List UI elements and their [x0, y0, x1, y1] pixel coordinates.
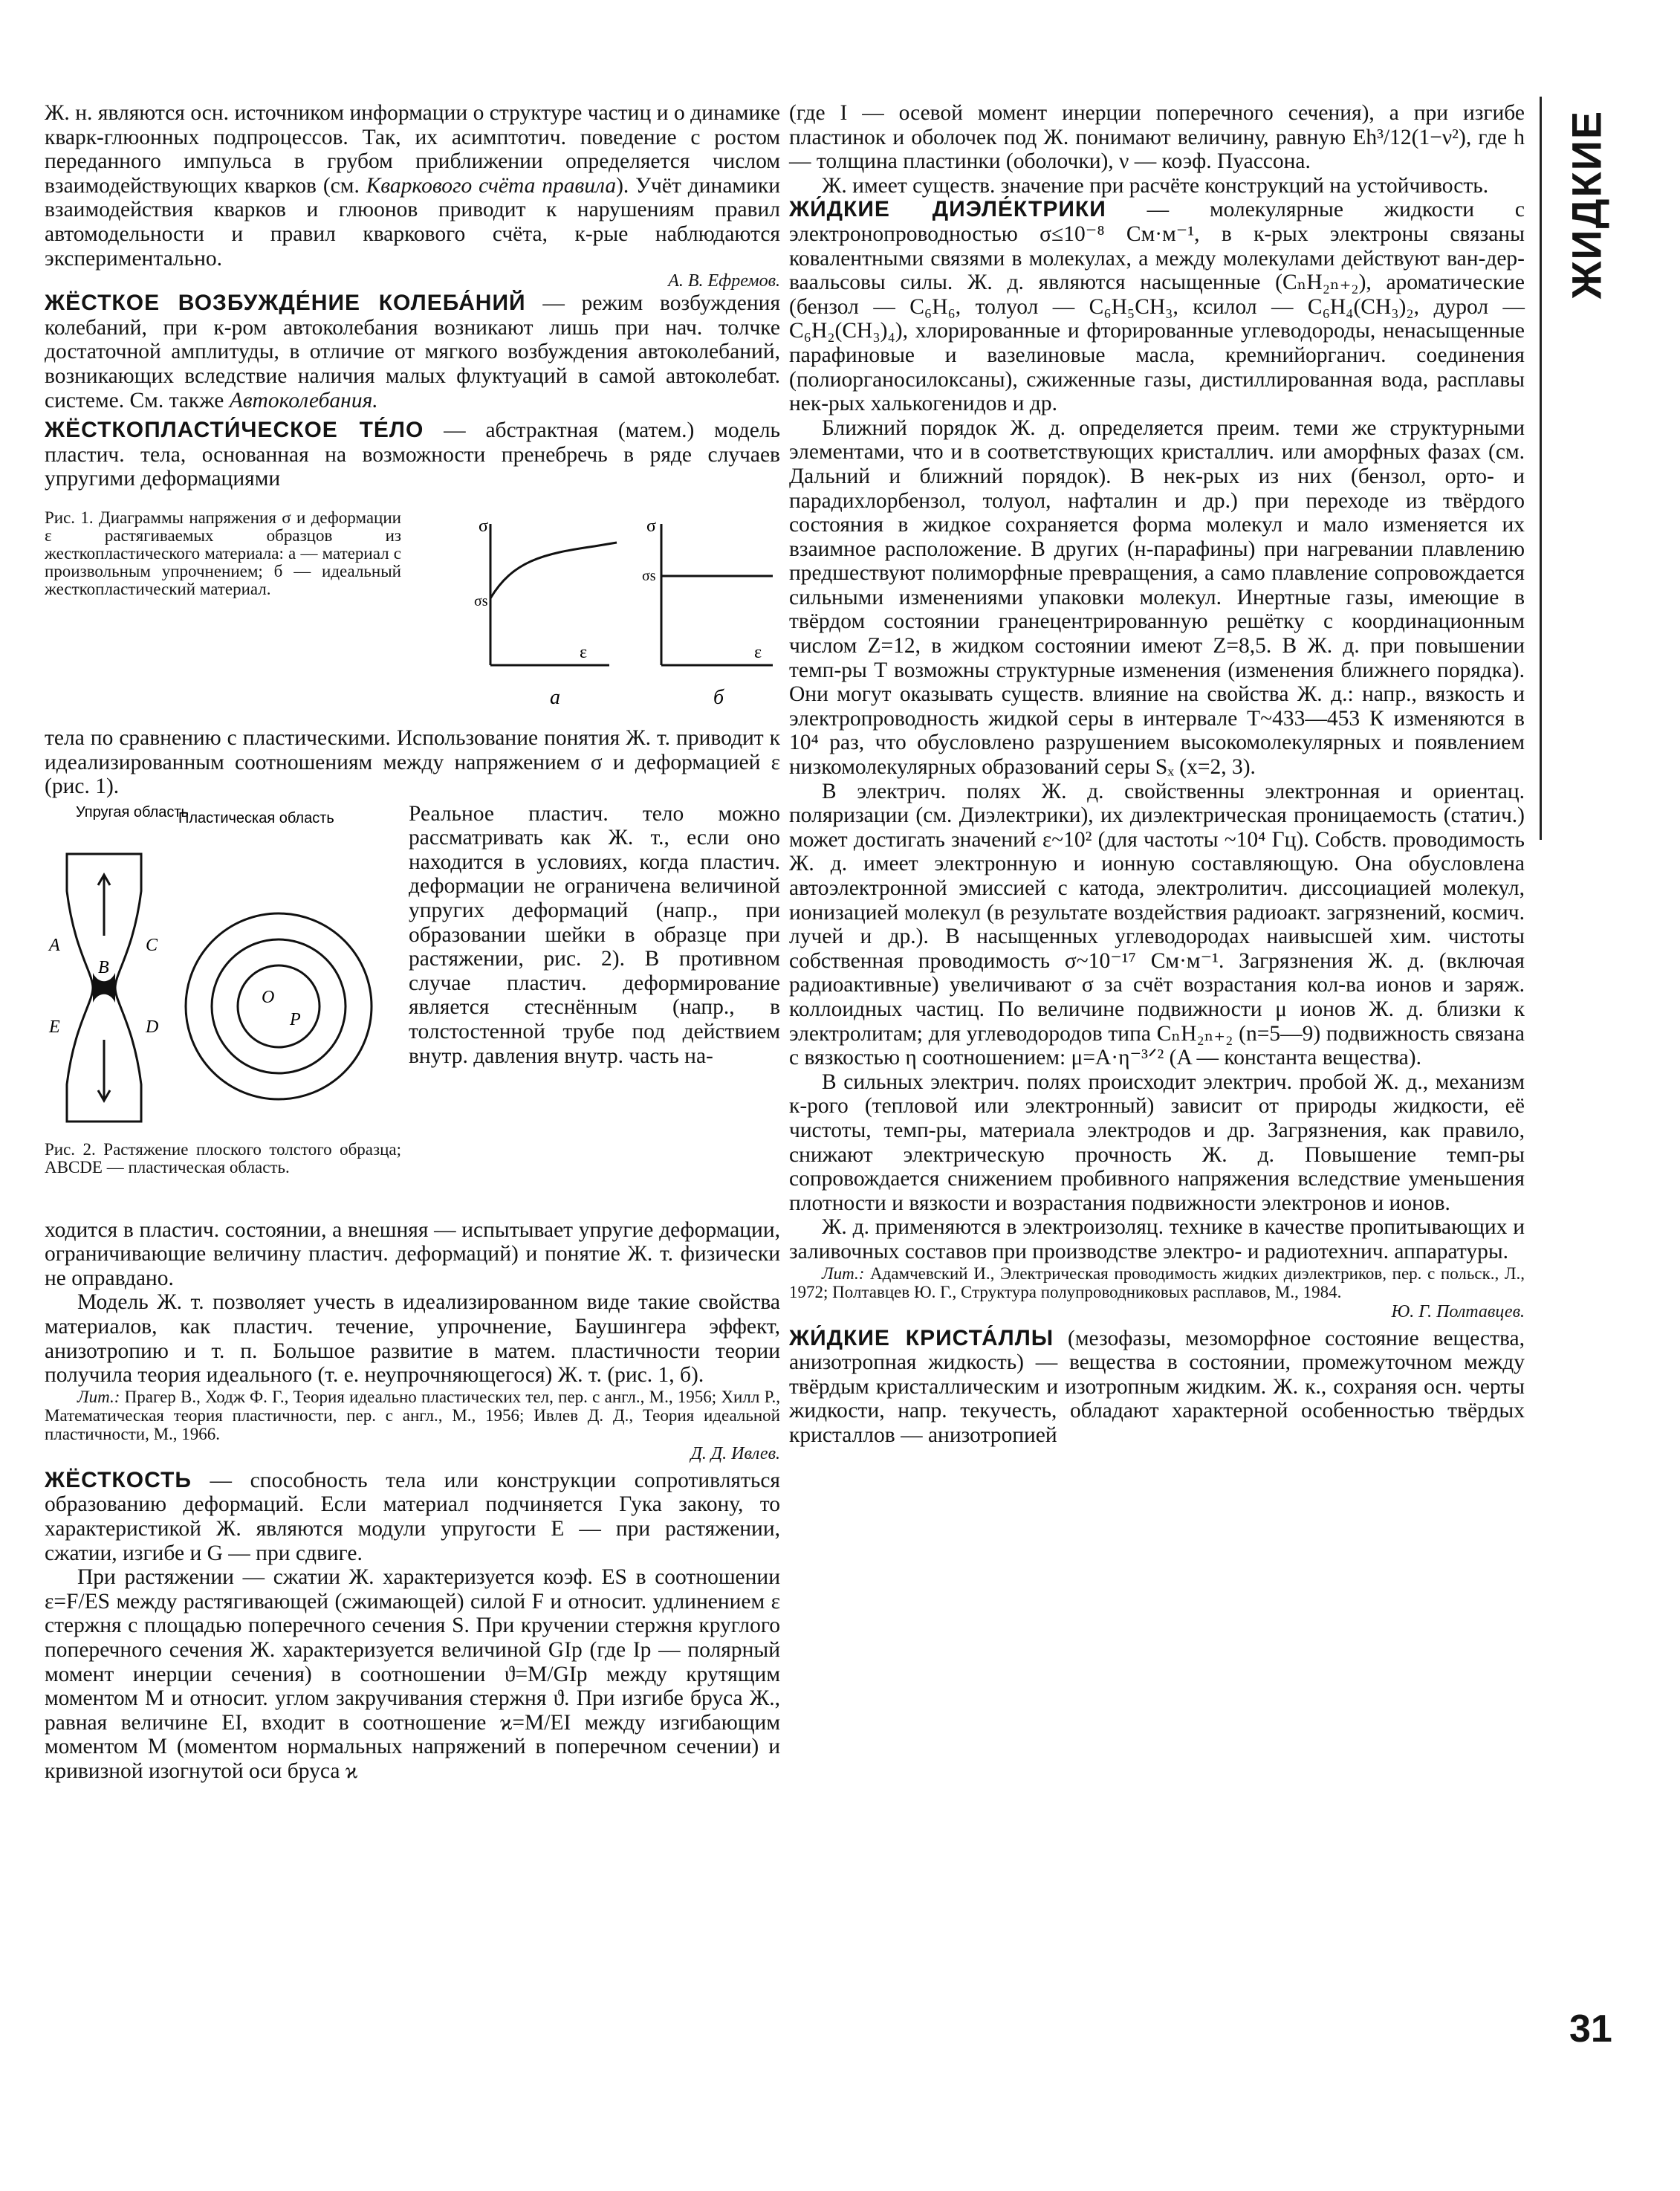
entry-text: (мезофазы, мезоморфное состояние вещества, анизотропная жидкость) — вещества в состоянии, промежуточном между твёрдым кристаллическим и изотропным жидким. Ж. к., сохраняя осн. черты жидкости, напр. текучесть, обладают характерной особенностью твёрдых кристаллов — анизотропией	[789, 1326, 1525, 1447]
fig2-label-elastic: Упругая область	[76, 803, 189, 821]
running-head-text: ЖИДКИЕ	[1563, 109, 1610, 300]
fig1-label-eps-b: ε	[754, 642, 762, 662]
fig1-label-b: б	[713, 685, 724, 709]
literature-1	[45, 1388, 780, 1443]
entry-text: — режим возбуждения колебаний, при к-ром автоколебания возникают лишь при нач. толчке достаточной амплитуды, в отличие от мягкого возбуждения автоколебаний, возникающих вследствие наличия малых флуктуаций в самой автоколебат. системе. См. также	[45, 291, 781, 412]
entry-text: — молекулярные жидкости с электронопроводностью σ≤10⁻⁸ См·м⁻¹, в к-рых электроны связаны ковалентными связями в молекулах, а между молекулами действуют ван-дер-ваальсовы силы. Ж. д. являются насыщенные (CₙH₂ₙ₊₂), ароматические (бензол — C₆H₆, толуол — C₆H₅CH₃, ксилол — C₆H₄(CH₃)₂, дурол — C₆H₂(CH₃)₄), хлорированные и фторированные углеводороды, ненасыщенные парафиновые и вазелиновые масла, кремнийорганич. соединения (полиорганосилоксаны), сжиженные газы, дистиллированная вода, расплавы нек-рых халькогенидов и др.	[789, 198, 1525, 416]
entry-hard-excitation	[45, 291, 780, 412]
fig1-label-a: а	[550, 685, 560, 709]
literature-2	[789, 1264, 1525, 1301]
entry-stiffness	[45, 1469, 780, 1565]
headword: ЖИ́ДКИЕ КРИСТА́ЛЛЫ	[789, 1325, 1054, 1350]
stiffness-cont: (где I — осевой момент инерции поперечного сечения), а при изгибе пластинок и оболочек под Ж. понимают величину, равную Eh³/12(1−ν²), где h — толщина пластинки (оболочки), ν — коэф. Пуассона.	[789, 101, 1525, 174]
entry-ref: Автоколебания.	[229, 388, 378, 412]
side-paragraph: Реальное пластич. тело можно рассматривать как Ж. т., если оно находится в условиях, когда пластич. деформации не ограничена величиной упругих деформаций (напр., при образовании шейки в образце при растяжении, рис. 2). В противном случае пластич. деформирование является стеснённым (напр., в толстостенной трубе под действием внутр. давления внутр. часть на-	[409, 801, 780, 1068]
plastic-zone	[93, 973, 115, 1003]
figure-2-caption: Рис. 2. Растяжение плоского толстого образца; ABCDE — пластическая область.	[45, 1139, 401, 1177]
intro-ref: Кваркового счёта правила	[366, 173, 617, 198]
entry-liquid-dielectrics	[789, 198, 1525, 415]
page-number: 31	[1569, 2007, 1612, 2051]
figure-1-diagram	[416, 502, 780, 717]
fig1-label-sigmas-b: σs	[642, 567, 656, 584]
intro-text: Ж. н. являются осн. источником информации о структуре частиц и о динамике кварк-глюонных подпроцессов. Так, их асимптотич. поведение с ростом переданного импульса в грубом приближении определяется числом взаимодействующих кварков (см.	[45, 101, 780, 198]
author-efremov: А. В. Ефремов.	[668, 271, 780, 291]
figure-1	[45, 502, 780, 717]
headword: ЖЁСТКОЕ ВОЗБУЖДЕ́НИЕ КОЛЕБА́НИЙ	[45, 291, 526, 316]
right-column	[789, 101, 1525, 1447]
fig2-label-O: O	[262, 987, 275, 1007]
entry-text: — способность тела или конструкции сопротивляться образованию деформаций. Если материал подчиняется Гука закону, то характеристикой Ж. являются модули упругости E — при растяжении, сжатии, изгибе и G — при сдвиге.	[45, 1468, 780, 1565]
fig2-label-E: E	[49, 1017, 60, 1037]
fig1-label-sigma-b: σ	[646, 516, 656, 536]
intro-paragraph	[45, 101, 780, 271]
column-rule	[1540, 97, 1542, 840]
fig2-label-C: C	[146, 935, 158, 955]
figure-2-side-text	[409, 802, 780, 1069]
inner-circle	[238, 965, 320, 1047]
lit-text: Адамчевский И., Электрическая проводимость жидких диэлектриков, пер. с польск., Л., 1972; Полтавцев Ю. Г., Структура полупроводниковых расплавов, М., 1984.	[789, 1263, 1525, 1301]
figure-1-caption: Рис. 1. Диаграммы напряжения σ и деформации ε растягиваемых образцов из жесткопластического материала: а — материал с произвольным упрочнением; б — идеальный жесткопластический материал.	[45, 508, 401, 598]
lit-label: Лит.:	[77, 1387, 120, 1406]
dielectrics-p4: В сильных электрич. полях происходит электрич. пробой Ж. д., механизм к-рого (тепловой или электронный) зависит от природы жидкости, её чистоты, темп-ры, материала электродов и др. Загрязнения, как правило, снижают электрическую прочность Ж. д. Повышение темп-ры сопровождается снижением пробивного напряжения вследствие уменьшения плотности и вязкости и возрастания подвижности электронов и ионов.	[789, 1069, 1525, 1215]
entry-liquid-crystals	[789, 1327, 1525, 1448]
headword: ЖЁСТКОСТЬ	[45, 1467, 192, 1492]
entry-rigid-plastic-cont: тела по сравнению с пластическими. Использование понятия Ж. т. приводит к идеализированным соотношениям между напряжением σ и деформацией ε (рис. 1).	[45, 725, 780, 799]
fig1-label-eps-a: ε	[580, 642, 588, 662]
fig2-label-P: P	[290, 1009, 301, 1029]
entry-rigid-plastic-cont2: ходится в пластич. состоянии, а внешняя — испытывает упругие деформации, ограничивающие величину пластич. деформаций) и понятие Ж. т. физически не оправдано.	[45, 1217, 780, 1290]
headword: ЖИ́ДКИЕ ДИЭЛЕ́КТРИКИ	[789, 197, 1106, 222]
headword: ЖЁСТКОПЛАСТИ́ЧЕСКОЕ ТЕ́ЛО	[45, 418, 424, 443]
stiffness-p3: Ж. имеет существ. значение при расчёте конструкций на устойчивость.	[822, 173, 1489, 198]
intro-text-end: ). Учёт динамики взаимодействия кварков и глюонов приводит к нарушениям правил автомодельности и правил кваркового счёта, к-рые наблюдаются экспериментально.	[45, 173, 781, 271]
dielectrics-p5: Ж. д. применяются в электроизоляц. технике в качестве пропитывающих и заливочных составов при производстве электро- и радиотехнич. аппаратуры.	[789, 1215, 1525, 1263]
entry-rigid-plastic	[45, 418, 780, 491]
entry-stiffness-p2: При растяжении — сжатии Ж. характеризуется коэф. ES в соотношении ε=F/ES между растягивающей (сжимающей) силой F и относит. удлинением ε стержня с площадью поперечного сечения S. При кручении стержня круглого поперечного сечения Ж. характеризуется величиной GIp (где Ip — полярный момент инерции сечения) в соотношении ϑ=M/GIp между крутящим моментом M и относит. углом закручивания стержня ϑ. При изгибе бруса Ж., равная величине EI, входит в соотношение ϰ=M/EI между изгибающим моментом M (моментом нормальных напряжений в поперечном сечении) и кривизной изогнутой оси бруса ϰ	[45, 1565, 780, 1783]
fig1-label-sigmas-a: σs	[474, 592, 488, 609]
fig2-label-A: A	[49, 935, 60, 955]
author-poltavtsev: Ю. Г. Полтавцев.	[1391, 1301, 1525, 1321]
dielectrics-p3: В электрич. полях Ж. д. свойственны электронная и ориентац. поляризации (см. Диэлектрики), их диэлектрическая проницаемость (статич.) может достигать значений ε~10² (для частоты ~10⁴ Гц). Собств. проводимость Ж. д. имеет электронную и ионную составляющую. Она обусловлена автоэлектронной эмиссией с катода, электролитич. диссоциацией молекул, ионизацией молекул (в результате воздействия радиоакт. загрязнений, космич. лучей и др.). В насыщенных углеводородах наивысшей хим. чистоты собственная проводимость σ~10⁻¹⁷ См·м⁻¹. Загрязнения Ж. д. (включая радиоактивные) увеличивают σ за счёт возрастания кол-ва ионов и заряж. коллоидных частиц. По величине подвижности μ ионов Ж. д. близки к электролитам; для углеводородов типа CₙH₂ₙ₊₂ (n=5—9) подвижность связана с вязкостью η соотношением: μ=A·η⁻³ᐟ² (A — константа вещества).	[789, 779, 1525, 1070]
fig2-label-D: D	[146, 1017, 159, 1037]
outer-circle	[186, 913, 372, 1099]
lit-text: Прагер В., Ходж Ф. Г., Теория идеально пластических тел, пер. с англ., М., 1956; Хилл Р., Математическая теория пластичности, пер. с англ., М., 1956; Ивлев Д. Д., Теория идеальной пластичности, М., 1966.	[45, 1387, 780, 1443]
dielectrics-p2: Ближний порядок Ж. д. определяется преим. теми же структурными элементами, что и в соответствующих кристаллич. или аморфных фазах (см. Дальний и ближний порядок). В нек-рых из них (бензол, орто- и парадихлорбензол, толуол, нафталин и др.) при переходе из твёрдого состояния в жидкое сохраняется форма молекул и мало изменяется их взаимное расположение. В других (н-парафины) при нагревании плавлению предшествуют полиморфные превращения, а само плавление сопровождается сильными изменениями упаковки молекул. Инертные газы, имеющие в твёрдом состоянии гранецентрированную решётку с координационным числом Z=12, в жидком состоянии имеют Z=8,5. В Ж. д. при повышении темп-ры T возможны структурные изменения (изменения ближнего порядка). Они могут оказывать существ. влияние на свойства Ж. д.: напр., вязкость и электропроводность жидкой серы в интервале T~433—453 К изменяются в 10⁴ раз, что обусловлено разрушением высокомолекулярных и появлением низкомолекулярных образований серы Sₓ (x=2, 3).	[789, 415, 1525, 780]
plastic-circle	[212, 939, 346, 1073]
fig1-label-sigma-a: σ	[479, 516, 488, 536]
entry-rigid-plastic-p3: Модель Ж. т. позволяет учесть в идеализированном виде такие свойства материалов, как пластич. течение, упрочнение, Баушингера эффект, анизотропию и т. п. Большое развитие в матем. пластичности теории получила теория идеального (т. е. неупрочняющегося) Ж. т. (рис. 1, б).	[45, 1290, 780, 1388]
fig2-label-plastic: Пластическая область	[178, 809, 334, 826]
entry-text: — абстрактная (матем.) модель пластич. тела, основанная на возможности пренебречь в ряде случаев упругими деформациями	[45, 418, 780, 491]
fig2-label-B: B	[98, 957, 109, 977]
curve-a	[490, 543, 617, 598]
left-column	[45, 101, 780, 1784]
author-ivlev: Д. Д. Ивлев.	[690, 1443, 780, 1463]
running-head	[1553, 93, 1620, 316]
lit-label: Лит.:	[822, 1263, 865, 1283]
figure-2-block	[45, 802, 780, 1218]
figure-2-diagram	[45, 802, 405, 1136]
